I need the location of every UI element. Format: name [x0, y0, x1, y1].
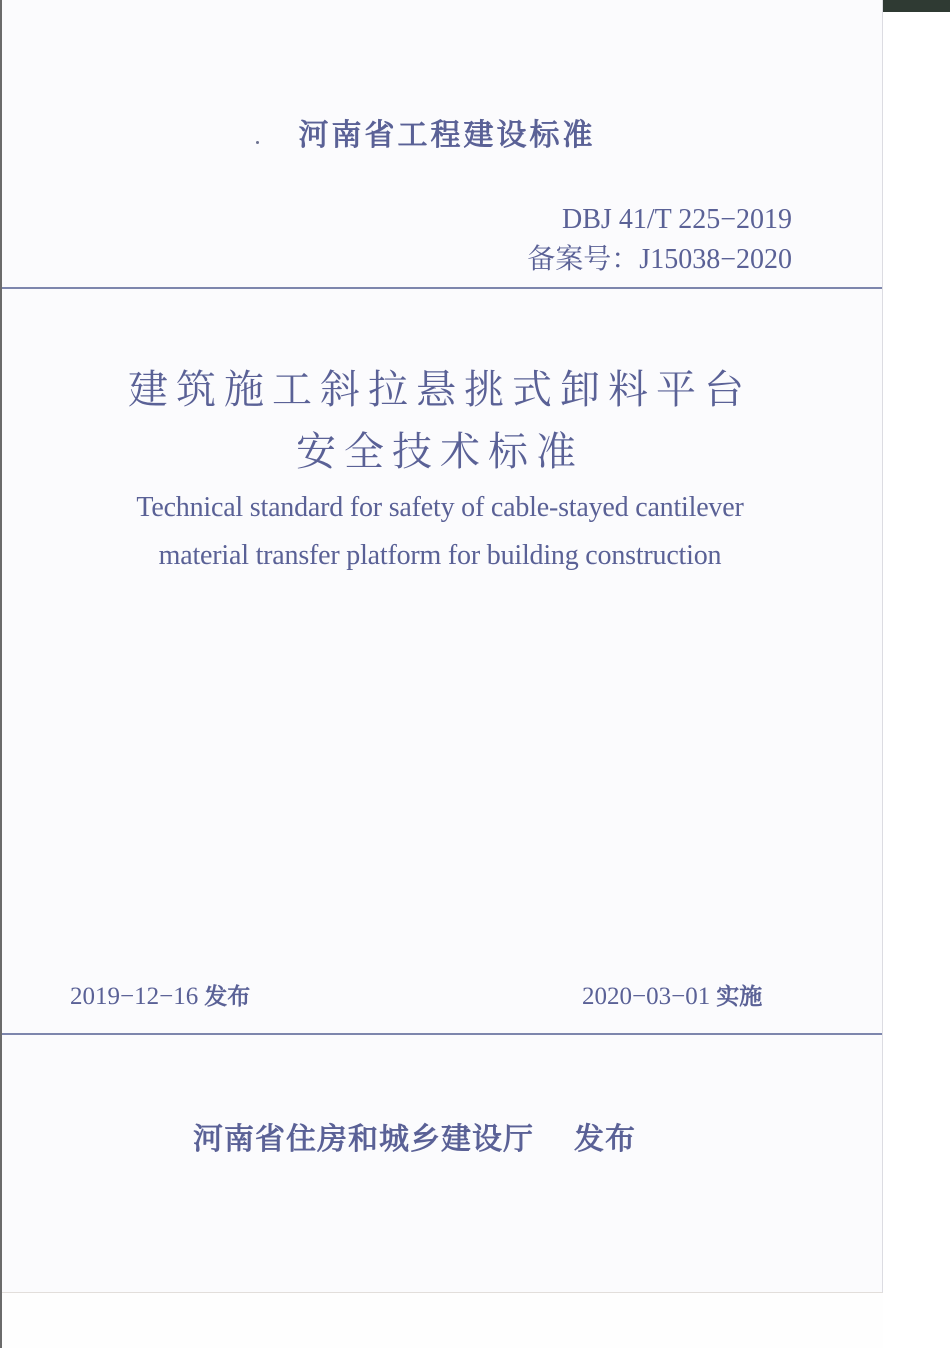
scan-edge-strip: [882, 0, 950, 12]
bottom-divider: [2, 1033, 882, 1035]
standard-codes: [527, 200, 792, 280]
issue-date: [70, 978, 250, 1011]
filing-number: 备案号：J15038−2020: [527, 244, 792, 275]
standard-series-title: 河南省工程建设标准: [298, 118, 596, 153]
title-cn-line1: 建筑施工斜拉悬挑式卸料平台: [128, 367, 752, 413]
issue-date-label: 发布: [204, 984, 251, 1010]
effective-date: [582, 978, 762, 1011]
publisher-name: 河南省住房和城乡建设厅: [193, 1122, 534, 1157]
document-cover: [2, 0, 883, 1293]
issue-date-value: 2019−12−16: [70, 983, 199, 1010]
title-en-line1: Technical standard for safety of cable-stayed cantilever: [136, 492, 744, 523]
title-en-line2: material transfer platform for building construction: [158, 540, 722, 571]
publisher-action: 发布: [574, 1122, 636, 1157]
publisher: [193, 1114, 636, 1158]
standard-number: DBJ 41/T 225−2019: [562, 204, 792, 235]
top-divider: [2, 287, 882, 289]
title-cn-line2: 安全技术标准: [296, 429, 584, 475]
effective-date-value: 2020−03−01: [582, 983, 711, 1010]
underlying-page: [883, 12, 950, 1348]
effective-date-label: 实施: [716, 984, 763, 1010]
